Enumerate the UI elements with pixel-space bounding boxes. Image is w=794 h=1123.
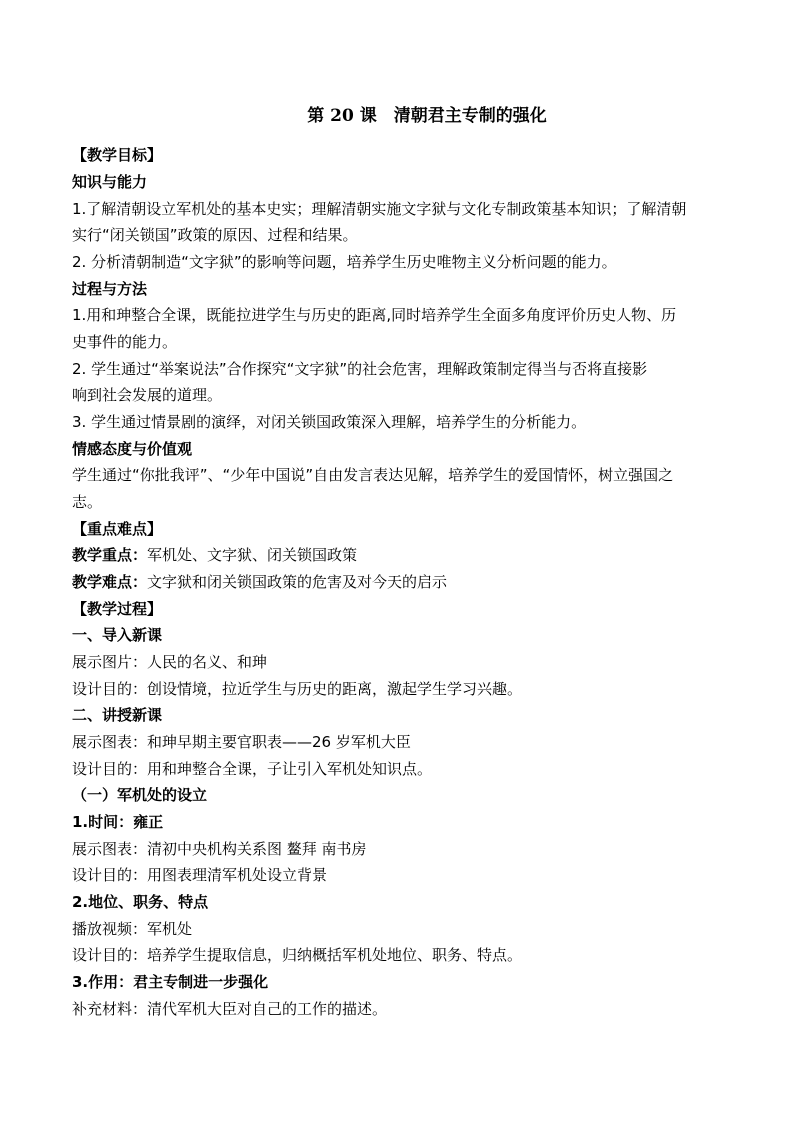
paragraph-line: 实行“闭关锁国”政策的原因、过程和结果。 — [72, 226, 358, 244]
section-new-lesson: 二、讲授新课 — [72, 706, 163, 724]
point-status: 2.地位、职务、特点 — [72, 893, 209, 911]
lesson-title: 第 20 课 清朝君主专制的强化 — [307, 106, 547, 126]
paragraph-line: 展示图片：人民的名义、和珅 — [72, 653, 268, 671]
section-introduction: 一、导入新课 — [72, 626, 163, 644]
paragraph-line: 学生通过“你批我评”、“少年中国说”自由发言表达见解，培养学生的爱国情怀，树立强国之 — [72, 466, 674, 484]
point-effect: 3.作用：君主专制进一步强化 — [72, 973, 269, 991]
key-point-text: 军机处、文字狱、闭关锁国政策 — [147, 546, 358, 564]
heading-teaching-goals: 【教学目标】 — [72, 146, 163, 164]
paragraph-line: 3. 学生通过情景剧的演绎，对闭关锁国政策深入理解，培养学生的分析能力。 — [72, 413, 587, 431]
subheading-process-method: 过程与方法 — [72, 280, 148, 298]
key-point-label: 教学重点： — [72, 546, 148, 564]
difficulty-line — [72, 572, 732, 593]
paragraph-line: 2. 分析清朝制造“文字狱”的影响等问题，培养学生历史唯物主义分析问题的能力。 — [72, 253, 617, 271]
paragraph-line: 设计目的：创设情境，拉近学生与历史的距离，激起学生学习兴趣。 — [72, 680, 523, 698]
paragraph-line: 史事件的能力。 — [72, 333, 178, 351]
paragraph-line: 2. 学生通过“举案说法”合作探究“文字狱”的社会危害，理解政策制定得当与否将直接影 — [72, 360, 648, 378]
paragraph-line: 展示图表：清初中央机构关系图 鳌拜 南书房 — [72, 840, 367, 858]
difficulty-text: 文字狱和闭关锁国政策的危害及对今天的启示 — [147, 573, 448, 591]
key-point-line — [72, 545, 732, 566]
heading-key-points: 【重点难点】 — [72, 520, 163, 538]
paragraph-line: 播放视频：军机处 — [72, 920, 193, 938]
paragraph-line: 补充材料：清代军机大臣对自己的工作的描述。 — [72, 1000, 388, 1018]
difficulty-label: 教学难点： — [72, 573, 148, 591]
subheading-knowledge-ability: 知识与能力 — [72, 173, 148, 191]
paragraph-line: 设计目的：用图表理清军机处设立背景 — [72, 866, 328, 884]
heading-teaching-process: 【教学过程】 — [72, 600, 163, 618]
paragraph-line: 展示图表：和珅早期主要官职表——26 岁军机大臣 — [72, 733, 411, 751]
paragraph-line: 设计目的：培养学生提取信息，归纳概括军机处地位、职务、特点。 — [72, 946, 523, 964]
paragraph-line: 1.用和珅整合全课，既能拉进学生与历史的距离,同时培养学生全面多角度评价历史人物、历 — [72, 306, 677, 324]
paragraph-line: 1.了解清朝设立军机处的基本史实；理解清朝实施文字狱与文化专制政策基本知识；了解清朝 — [72, 200, 687, 218]
paragraph-line: 设计目的：用和珅整合全课，子让引入军机处知识点。 — [72, 760, 433, 778]
point-time: 1.时间：雍正 — [72, 813, 164, 831]
paragraph-line: 响到社会发展的道理。 — [72, 386, 223, 404]
paragraph-line: 志。 — [72, 493, 103, 511]
subsection-junjichu: （一）军机处的设立 — [72, 786, 208, 804]
subheading-emotion-values: 情感态度与价值观 — [72, 440, 193, 458]
